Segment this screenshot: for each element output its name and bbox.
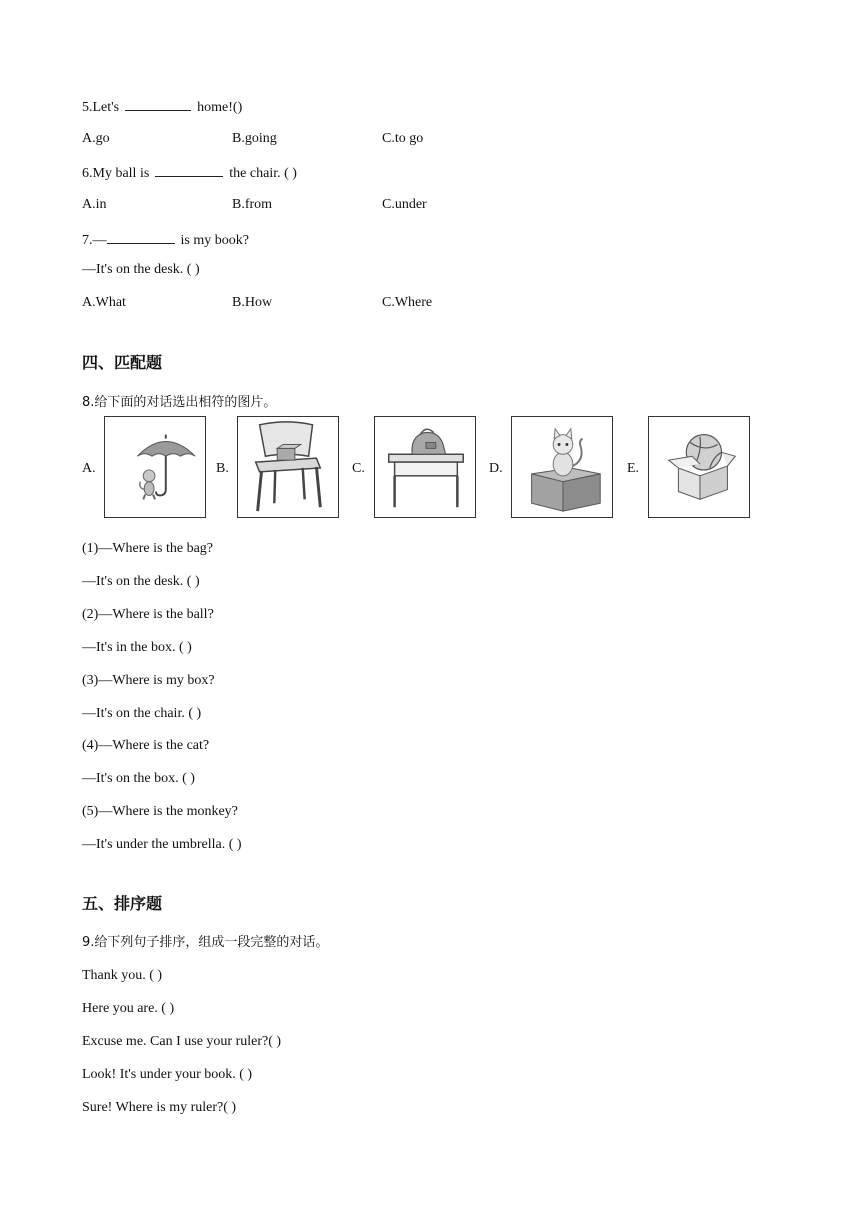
ball-box-icon: [649, 417, 749, 517]
dialogue-line: —It's under the umbrella. ( ): [82, 837, 242, 852]
q5-option-b: B.going: [232, 131, 277, 146]
answer-blank[interactable]: [125, 96, 191, 111]
question-6-suffix: the chair. ( ): [229, 166, 297, 181]
picture-option-c[interactable]: [374, 416, 476, 518]
q6-option-a: A.in: [82, 197, 107, 212]
dialogue-line: —It's on the box. ( ): [82, 771, 195, 786]
question-9-instruction: 9.给下列句子排序，组成一段完整的对话。: [82, 935, 329, 950]
dialogue-line: —It's on the desk. ( ): [82, 574, 200, 589]
question-8-instruction: 8.给下面的对话选出相符的图片。: [82, 395, 277, 410]
picture-label-e: E.: [627, 461, 640, 476]
ordering-sentence: Sure! Where is my ruler?( ): [82, 1100, 237, 1115]
picture-option-b[interactable]: [237, 416, 339, 518]
dialogue-line: (1)—Where is the bag?: [82, 541, 213, 556]
picture-option-a[interactable]: [104, 416, 206, 518]
q6-option-c: C.under: [382, 197, 427, 212]
q7-option-b: B.How: [232, 295, 273, 310]
answer-blank[interactable]: [107, 229, 175, 244]
q7-option-c: C.Where: [382, 295, 433, 310]
picture-label-a: A.: [82, 461, 96, 476]
question-6: [82, 162, 297, 183]
question-5-suffix: home!(): [197, 100, 243, 115]
picture-option-d[interactable]: [511, 416, 613, 518]
ordering-sentence: Thank you. ( ): [82, 968, 163, 983]
question-7-answer-line: —It's on the desk. ( ): [82, 262, 200, 277]
question-5: [82, 96, 242, 117]
ordering-sentence: Here you are. ( ): [82, 1001, 175, 1016]
question-7: [82, 229, 249, 250]
q6-option-b: B.from: [232, 197, 273, 212]
section-heading-matching: 四、匹配题: [82, 353, 163, 372]
picture-label-c: C.: [352, 461, 365, 476]
chair-box-icon: [238, 417, 338, 517]
question-7-prefix: 7.—: [82, 233, 107, 248]
dialogue-line: —It's on the chair. ( ): [82, 706, 202, 721]
ordering-sentence: Excuse me. Can I use your ruler?( ): [82, 1034, 282, 1049]
answer-blank[interactable]: [155, 162, 223, 177]
dialogue-line: (4)—Where is the cat?: [82, 738, 210, 753]
question-5-prefix: 5.Let's: [82, 100, 120, 115]
dialogue-line: (3)—Where is my box?: [82, 673, 215, 688]
desk-bag-icon: [375, 417, 475, 517]
question-7-suffix: is my book?: [180, 233, 249, 248]
cat-box-icon: [512, 417, 612, 517]
picture-label-d: D.: [489, 461, 503, 476]
dialogue-line: (5)—Where is the monkey?: [82, 804, 238, 819]
picture-label-b: B.: [216, 461, 229, 476]
picture-option-e[interactable]: [648, 416, 750, 518]
ordering-sentence: Look! It's under your book. ( ): [82, 1067, 253, 1082]
q5-option-a: A.go: [82, 131, 110, 146]
q5-option-c: C.to go: [382, 131, 424, 146]
dialogue-line: (2)—Where is the ball?: [82, 607, 214, 622]
section-heading-ordering: 五、排序题: [82, 894, 163, 913]
umbrella-monkey-icon: [105, 417, 205, 517]
question-6-prefix: 6.My ball is: [82, 166, 150, 181]
q7-option-a: A.What: [82, 295, 126, 310]
dialogue-line: —It's in the box. ( ): [82, 640, 192, 655]
